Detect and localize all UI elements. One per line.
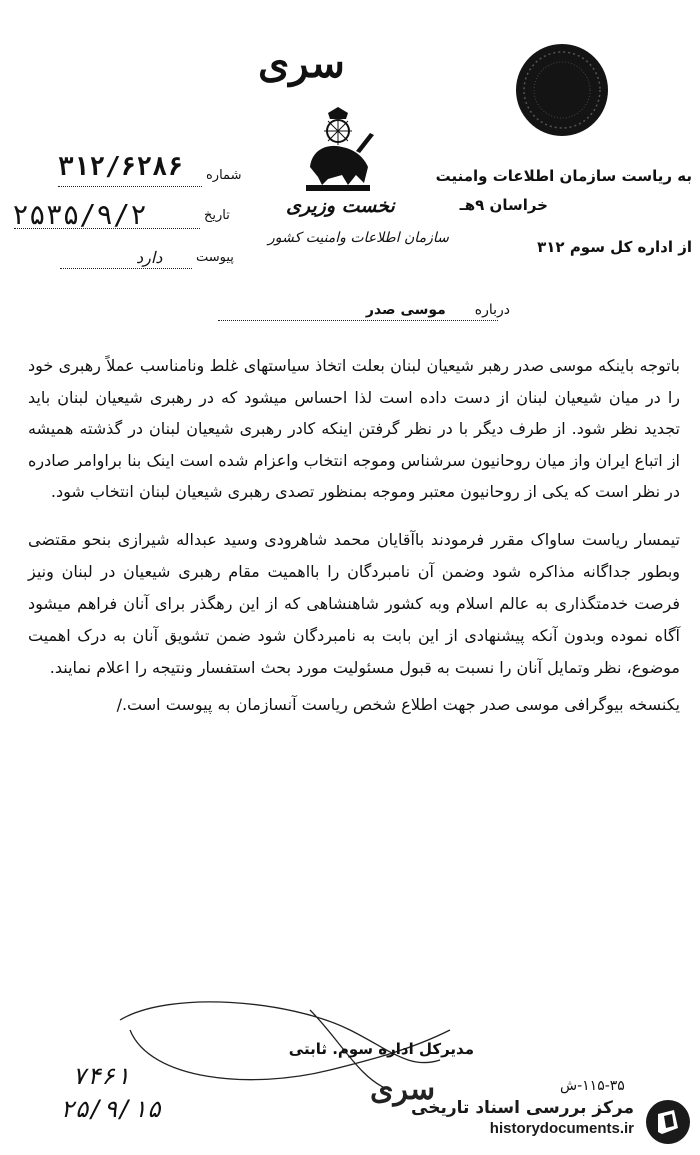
ministry-name: نخست وزیری — [286, 195, 395, 217]
subject-dotted-line — [218, 320, 498, 321]
ink-seal-icon — [512, 40, 612, 140]
signer-line: مدیرکل اداره سوم. ثابتی — [288, 1040, 474, 1058]
handwritten-reference: ۷۴۶۱ — [72, 1062, 130, 1090]
recipient-line: به ریاست سازمان اطلاعات وامنیت — [435, 167, 692, 185]
number-dotted-line — [58, 186, 202, 187]
number-label: شماره — [206, 168, 242, 183]
watermark-url: historydocuments.ir — [489, 1120, 634, 1137]
body-paragraph-1: باتوجه باینکه موسی صدر رهبر شیعیان لبنان بعلت اتخاذ سیاستهای غلط ونامناسب عملاً رهبری خود را در میان شیعیان لبنان از دست داده است لذا احساس میشود که در رهبری شیعیان لبنان باید تجدید نظر شود. از طرف دیگر با در نظر گرفتن اینکه کادر رهبری شیعیان لبنان در گذشته همیشه از اتباع ایران واز میان روحانیون سرشناس وموجه انتخاب واعزام شده است اینک بنا براوامر صادره در نظر است که یکی از روحانیون معتبر وموجه بمنظور تصدی رهبری شیعیان لبنان انتخاب شود. — [28, 356, 680, 501]
lion-and-sun-emblem-icon — [298, 105, 378, 195]
organization-name: سازمان اطلاعات وامنیت کشور — [268, 230, 449, 246]
classification-stamp-bottom: سری — [370, 1072, 436, 1107]
archive-code: ۱۱۵-۳۵-ش — [560, 1078, 625, 1094]
attachment-dotted-line — [60, 268, 192, 269]
sender-line: از اداره کل سوم ۳۱۲ — [537, 238, 692, 256]
letter-body — [28, 350, 680, 718]
watermark-text: مرکز بررسی اسناد تاریخی — [411, 1098, 634, 1118]
handwritten-date: ۲۵/۹/۱۵ — [60, 1095, 162, 1123]
body-paragraph-2: تیمسار ریاست ساواک مقرر فرمودند باآقایان محمد شاهرودی وسید عبداله شیرازی بنحو مقتضی وبطور جداگانه مذاکره شود وضمن آن نامبردگان را بااهمیت مقام رهبری شیعیان در لبنان ونیز فرصت خدمتگذاری به عالم اسلام وبه کشور شاهنشاهی که از این رهگذر برای آنان فراهم میشود آگاه نموده وبدون آنکه پیشنهادی از این بابت به نامبردگان شود ضمن تشویق آنان به درک اهمیت موضوع، نظر وتمایل آنان را نسبت به قبول مسئولیت مورد بحث استفسار ونتیجه را اعلام نمایند. — [28, 529, 680, 677]
region-line: خراسان ۹هـ — [459, 196, 548, 214]
classification-stamp-top: سری — [258, 40, 345, 87]
attachment-value: دارد — [136, 248, 163, 267]
subject-line — [366, 302, 510, 318]
document-number: ۳۱۲/۶۲۸۶ — [58, 152, 184, 182]
document-date: ۲۵۳۵/۹/۲ — [12, 198, 147, 231]
body-paragraph-3: یکنسخه بیوگرافی موسی صدر جهت اطلاع شخص ریاست آنسازمان به پیوست است./ — [116, 694, 680, 714]
date-label: تاریخ — [204, 208, 230, 223]
archive-logo-icon — [644, 1098, 692, 1146]
subject-value: موسی صدر — [365, 302, 446, 318]
date-dotted-line — [14, 228, 200, 229]
subject-label: درباره — [474, 302, 510, 318]
attachment-label: پیوست — [196, 250, 234, 265]
